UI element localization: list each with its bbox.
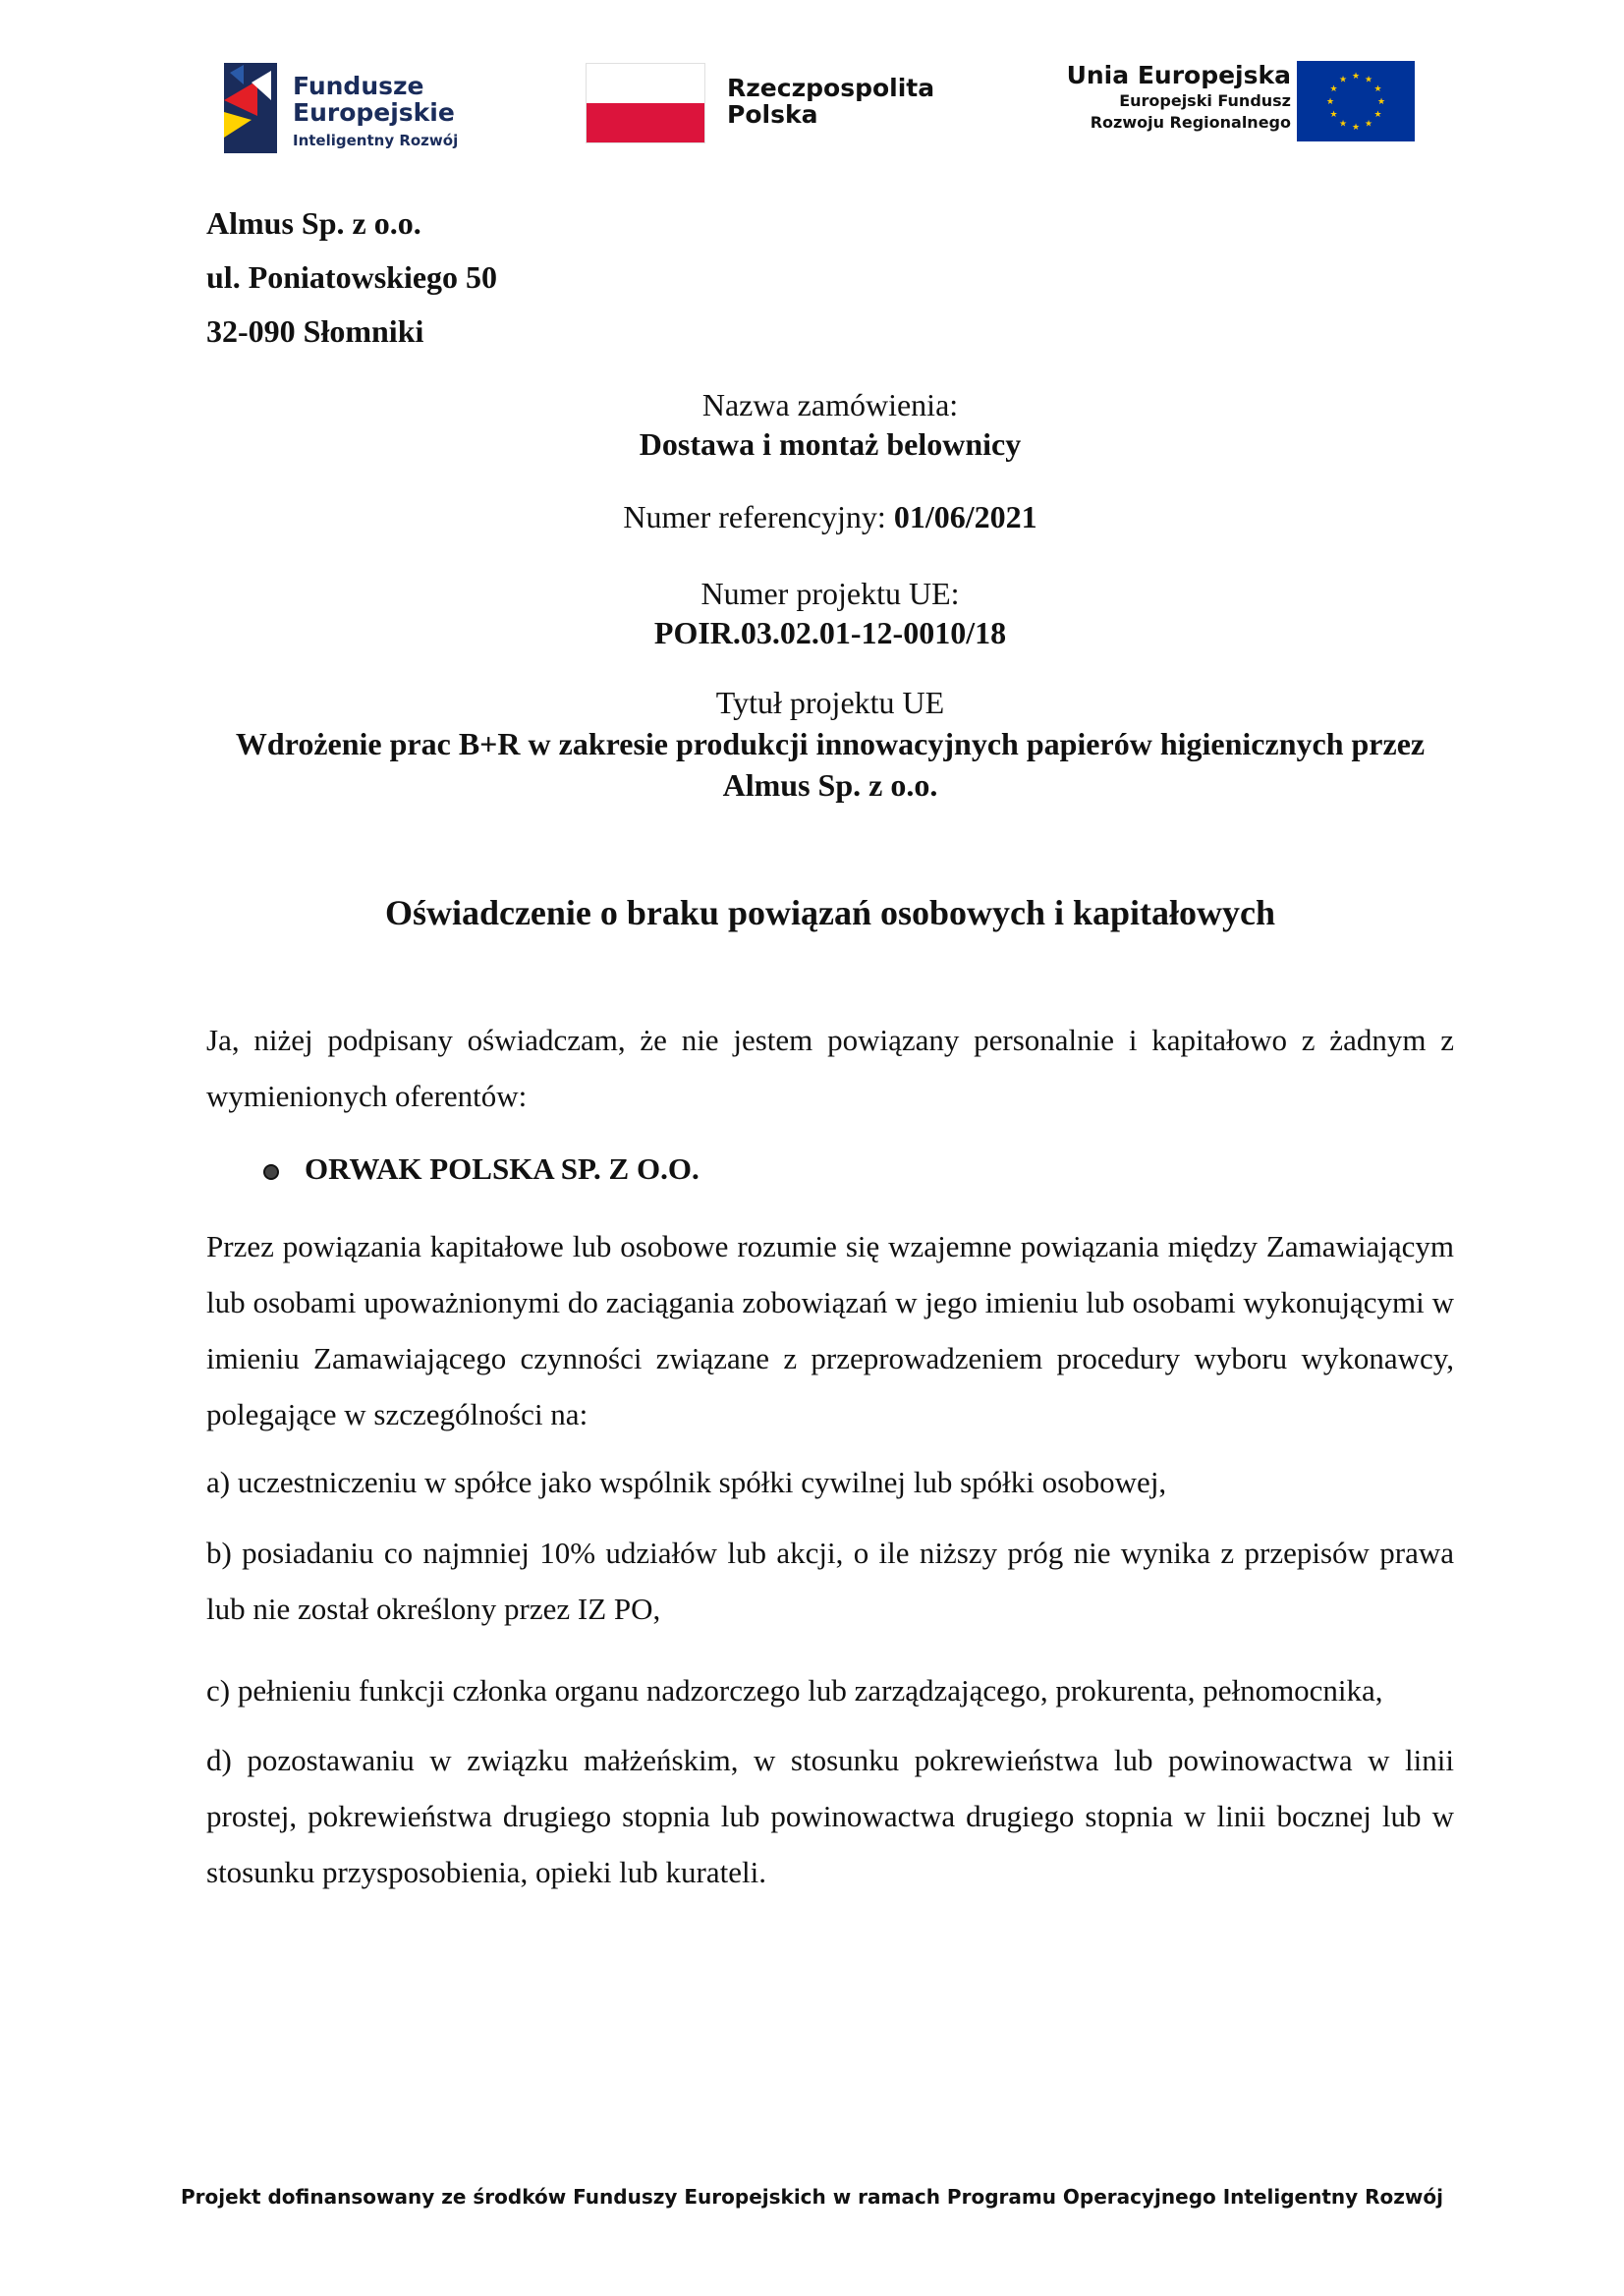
fe-logo-line3: Inteligentny Rozwój [293, 132, 459, 149]
unia-europejska-logo [1041, 61, 1415, 149]
eu-flag-icon [1297, 61, 1415, 141]
project-title-block [177, 682, 1484, 806]
reference-value: 01/06/2021 [893, 499, 1037, 534]
ue-logo-line3: Rozwoju Regionalnego [1090, 113, 1291, 132]
project-title-line1: Wdrożenie prac B+R w zakresie produkcji innowacyjnych papierów higienicznych przez [235, 726, 1426, 761]
project-number-block [177, 574, 1484, 652]
item-b-paragraph: b) posiadaniu co najmniej 10% udziałów lub akcji, o ile niższy próg nie wynika z przepisów prawa lub nie został określony przez IZ PO, [206, 1536, 1454, 1626]
company-name: Almus Sp. z o.o. [206, 205, 421, 241]
eu-star-icon: ★ [1329, 84, 1338, 93]
item-a-paragraph: a) uczestniczeniu w spółce jako wspólnik spółki cywilnej lub spółki osobowej, [206, 1465, 1167, 1499]
eu-star-icon: ★ [1373, 84, 1382, 93]
eu-star-icon: ★ [1329, 109, 1338, 119]
polish-flag-icon [586, 63, 705, 143]
project-number-value: POIR.03.02.01-12-0010/18 [653, 615, 1007, 650]
sender-address [206, 196, 497, 359]
eu-star-icon: ★ [1325, 96, 1335, 106]
order-label: Nazwa zamówienia: [701, 387, 959, 422]
ue-logo-line2: Europejski Fundusz [1119, 91, 1291, 110]
fundusze-europejskie-logo [218, 61, 474, 159]
bidder-name: ORWAK POLSKA SP. Z O.O. [305, 1151, 700, 1186]
fe-logo-line1: Fundusze [293, 72, 424, 100]
eu-star-icon: ★ [1376, 96, 1386, 106]
eu-star-icon: ★ [1364, 118, 1373, 129]
ue-logo-line1: Unia Europejska [1066, 61, 1291, 89]
project-number-label: Numer projektu UE: [700, 576, 960, 611]
rp-logo-line2: Polska [727, 100, 818, 129]
page-footer: Projekt dofinansowany ze środków Funduszy Europejskich w ramach Programu Operacyjnego Inteligentny Rozwój [180, 2185, 1444, 2209]
rzeczpospolita-polska-logo [586, 63, 939, 151]
reference-label: Numer referencyjny: [623, 499, 894, 534]
order-name-block [177, 385, 1484, 464]
item-c-paragraph: c) pełnieniu funkcji członka organu nadzorczego lub zarządzającego, prokurenta, pełnomocnika, [206, 1673, 1383, 1708]
order-value: Dostawa i montaż belownicy [639, 426, 1022, 462]
city-postal: 32-090 Słomniki [206, 313, 424, 349]
eu-star-icon: ★ [1364, 74, 1373, 84]
eu-star-icon: ★ [1338, 74, 1348, 84]
eu-star-icon: ★ [1351, 71, 1361, 81]
definition-paragraph: Przez powiązania kapitałowe lub osobowe rozumie się wzajemne powiązania między Zamawiającym lub osobami upoważnionymi do zaciągania zobowiązań w jego imieniu lub osobami wykonującymi w imieniu Zamawiającego czynności związane z przeprowadzeniem procedury wyboru wykonawcy, polegające w szczególności na: [206, 1229, 1454, 1431]
eu-star-icon: ★ [1338, 118, 1348, 129]
document-title: Oświadczenie o braku powiązań osobowych i kapitałowych [384, 893, 1276, 932]
eu-star-icon: ★ [1351, 122, 1361, 132]
fe-logo-line2: Europejskie [293, 98, 455, 127]
project-title-line2: Almus Sp. z o.o. [722, 767, 938, 803]
intro-paragraph: Ja, niżej podpisany oświadczam, że nie jestem powiązany personalnie i kapitałowo z żadnym z wymienionych oferentów: [206, 1023, 1454, 1113]
fe-flag-icon [218, 61, 279, 155]
rp-logo-line1: Rzeczpospolita [727, 74, 935, 102]
eu-star-icon: ★ [1373, 109, 1382, 119]
project-title-label: Tytuł projektu UE [715, 685, 945, 720]
street-address: ul. Poniatowskiego 50 [206, 259, 498, 295]
bullet-icon [263, 1164, 279, 1180]
bidder-list-item [305, 1151, 700, 1187]
reference-number-block [177, 497, 1484, 536]
item-d-paragraph: d) pozostawaniu w związku małżeńskim, w stosunku pokrewieństwa lub powinowactwa w linii prostej, pokrewieństwa drugiego stopnia lub powinowactwa drugiego stopnia w linii bocznej lub w stosunku przysposobienia, opieki lub kurateli. [206, 1743, 1454, 1889]
